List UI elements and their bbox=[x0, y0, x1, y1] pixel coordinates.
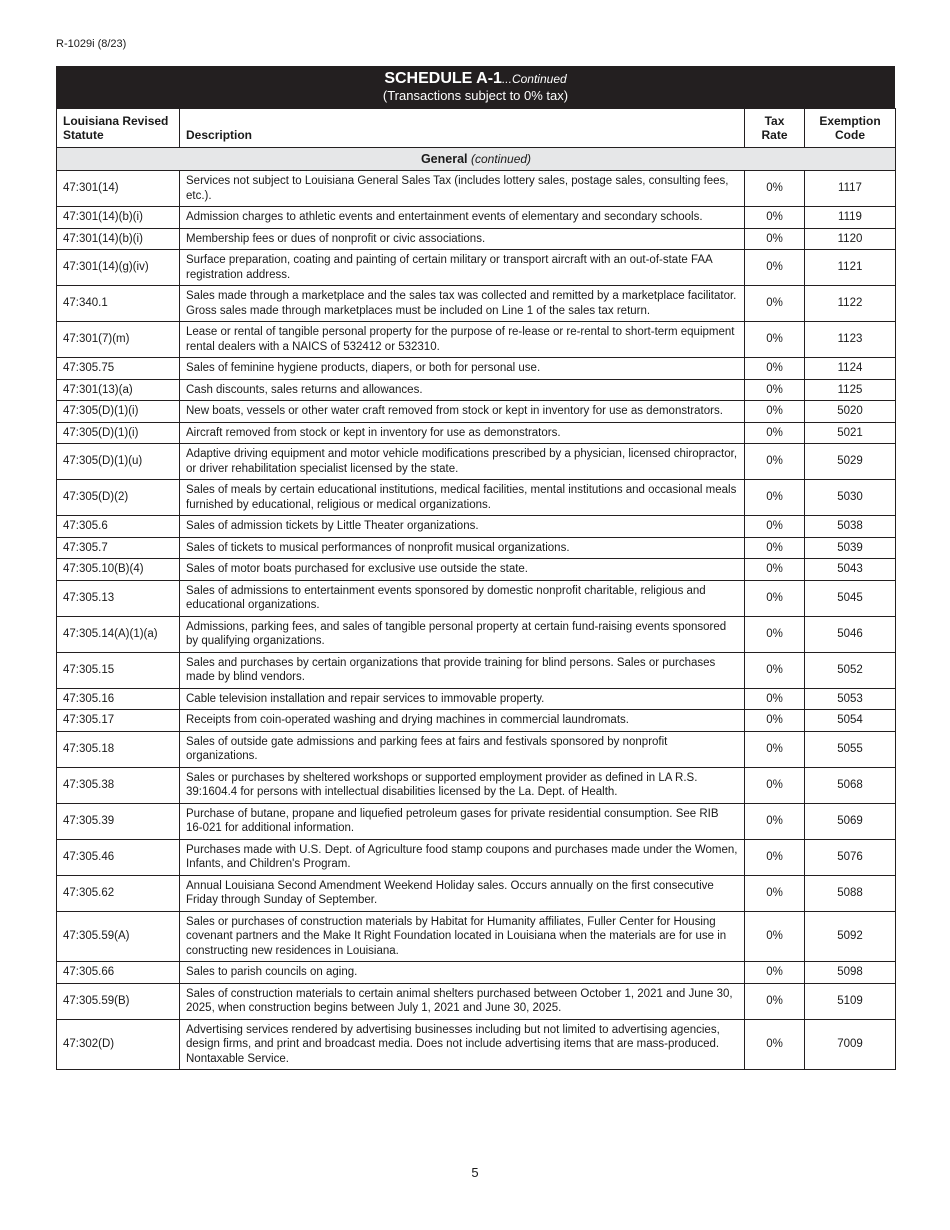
tax-rate-cell: 0% bbox=[745, 422, 805, 444]
exemption-code-cell: 5098 bbox=[805, 962, 896, 984]
table-row bbox=[57, 983, 896, 1019]
tax-rate-cell: 0% bbox=[745, 480, 805, 516]
statute-cell: 47:301(13)(a) bbox=[57, 379, 180, 401]
table-row bbox=[57, 731, 896, 767]
exemption-code-cell: 7009 bbox=[805, 1019, 896, 1070]
description-cell: Services not subject to Louisiana General Sales Tax (includes lottery sales, postage sales, consulting fees, etc.). bbox=[180, 171, 745, 207]
exemption-code-cell: 5068 bbox=[805, 767, 896, 803]
tax-rate-cell: 0% bbox=[745, 207, 805, 229]
tax-rate-cell: 0% bbox=[745, 1019, 805, 1070]
schedule-subtitle: (Transactions subject to 0% tax) bbox=[382, 88, 569, 103]
tax-rate-cell: 0% bbox=[745, 911, 805, 962]
description-cell: Sales of motor boats purchased for exclusive use outside the state. bbox=[180, 559, 745, 581]
exemption-code-cell: 5038 bbox=[805, 516, 896, 538]
description-cell: Sales made through a marketplace and the sales tax was collected and remitted by a marketplace facilitator. Gross sales made through marketplaces must be included on Line 1 of the sales tax return. bbox=[180, 286, 745, 322]
table-row bbox=[57, 379, 896, 401]
exemption-code-cell: 5076 bbox=[805, 839, 896, 875]
description-cell: Sales of admission tickets by Little Theater organizations. bbox=[180, 516, 745, 538]
exemption-code-cell: 5045 bbox=[805, 580, 896, 616]
statute-cell: 47:305.6 bbox=[57, 516, 180, 538]
tax-rate-cell: 0% bbox=[745, 710, 805, 732]
table-row bbox=[57, 580, 896, 616]
description-cell: Purchase of butane, propane and liquefied petroleum gases for private residential consumption. See RIB 16-021 for additional information. bbox=[180, 803, 745, 839]
tax-rate-cell: 0% bbox=[745, 322, 805, 358]
table-row bbox=[57, 652, 896, 688]
exemption-code-cell: 5039 bbox=[805, 537, 896, 559]
section-header bbox=[57, 148, 896, 171]
description-cell: Adaptive driving equipment and motor vehicle modifications prescribed by a physician, licensed chiropractor, or driver rehabilitation specialist licensed by the state. bbox=[180, 444, 745, 480]
exemption-code-cell: 1122 bbox=[805, 286, 896, 322]
description-cell: Cable television installation and repair services to immovable property. bbox=[180, 688, 745, 710]
exemption-code-cell: 5046 bbox=[805, 616, 896, 652]
col-header-description: Description bbox=[180, 109, 745, 148]
tax-rate-cell: 0% bbox=[745, 983, 805, 1019]
tax-rate-cell: 0% bbox=[745, 803, 805, 839]
tax-rate-cell: 0% bbox=[745, 250, 805, 286]
statute-cell: 47:305.75 bbox=[57, 358, 180, 380]
tax-rate-cell: 0% bbox=[745, 171, 805, 207]
tax-rate-cell: 0% bbox=[745, 616, 805, 652]
tax-rate-cell: 0% bbox=[745, 731, 805, 767]
schedule-continued: ...Continued bbox=[501, 72, 567, 86]
description-cell: New boats, vessels or other water craft removed from stock or kept in inventory for use as demonstrators. bbox=[180, 401, 745, 423]
col-header-exemption-code: Exemption Code bbox=[805, 109, 896, 148]
table-row bbox=[57, 228, 896, 250]
tax-rate-cell: 0% bbox=[745, 875, 805, 911]
description-cell: Sales of tickets to musical performances of nonprofit musical organizations. bbox=[180, 537, 745, 559]
exemption-code-cell: 5029 bbox=[805, 444, 896, 480]
table-row bbox=[57, 767, 896, 803]
schedule-title: SCHEDULE A-1 bbox=[384, 70, 502, 87]
section-continued: (continued) bbox=[471, 151, 532, 166]
statute-cell: 47:305.66 bbox=[57, 962, 180, 984]
description-cell: Sales of admissions to entertainment events sponsored by domestic nonprofit charitable, religious and educational organizations. bbox=[180, 580, 745, 616]
exemption-code-cell: 5069 bbox=[805, 803, 896, 839]
exemption-code-cell: 5109 bbox=[805, 983, 896, 1019]
statute-cell: 47:305.59(B) bbox=[57, 983, 180, 1019]
table-row bbox=[57, 322, 896, 358]
exemption-code-cell: 1119 bbox=[805, 207, 896, 229]
tax-rate-cell: 0% bbox=[745, 962, 805, 984]
exemption-code-cell: 5053 bbox=[805, 688, 896, 710]
description-cell: Admission charges to athletic events and entertainment events of elementary and secondary schools. bbox=[180, 207, 745, 229]
statute-cell: 47:301(7)(m) bbox=[57, 322, 180, 358]
exemption-code-cell: 5052 bbox=[805, 652, 896, 688]
description-cell: Sales and purchases by certain organizations that provide training for blind persons. Sales or purchases made by blind vendors. bbox=[180, 652, 745, 688]
statute-cell: 47:302(D) bbox=[57, 1019, 180, 1070]
tax-rate-cell: 0% bbox=[745, 767, 805, 803]
statute-cell: 47:305.10(B)(4) bbox=[57, 559, 180, 581]
description-cell: Sales or purchases by sheltered workshops or supported employment provider as defined in LA R.S. 39:1604.4 for persons with intellectual disabilities licensed by the La. Dept. of Health. bbox=[180, 767, 745, 803]
description-cell: Annual Louisiana Second Amendment Weekend Holiday sales. Occurs annually on the first consecutive Friday through Sunday of September. bbox=[180, 875, 745, 911]
exemption-table bbox=[56, 108, 896, 1070]
description-cell: Lease or rental of tangible personal property for the purpose of re-lease or re-rental to short-term equipment rental dealers with a NAICS of 532412 or 532310. bbox=[180, 322, 745, 358]
tax-rate-cell: 0% bbox=[745, 839, 805, 875]
table-row bbox=[57, 688, 896, 710]
statute-cell: 47:305.38 bbox=[57, 767, 180, 803]
description-cell: Receipts from coin-operated washing and drying machines in commercial laundromats. bbox=[180, 710, 745, 732]
table-row bbox=[57, 358, 896, 380]
exemption-code-cell: 1123 bbox=[805, 322, 896, 358]
statute-cell: 47:305.59(A) bbox=[57, 911, 180, 962]
exemption-code-cell: 5030 bbox=[805, 480, 896, 516]
header-row bbox=[57, 109, 896, 148]
tax-rate-cell: 0% bbox=[745, 580, 805, 616]
exemption-code-cell: 1117 bbox=[805, 171, 896, 207]
statute-cell: 47:305(D)(1)(i) bbox=[57, 401, 180, 423]
statute-cell: 47:305(D)(2) bbox=[57, 480, 180, 516]
tax-rate-cell: 0% bbox=[745, 401, 805, 423]
tax-rate-cell: 0% bbox=[745, 286, 805, 322]
description-cell: Sales or purchases of construction materials by Habitat for Humanity affiliates, Fuller Center for Housing covenant partners and the Make It Right Foundation located in Louisiana when the materials are for use in constructing new residences in Louisiana. bbox=[180, 911, 745, 962]
schedule-a1 bbox=[56, 66, 895, 1070]
table-row bbox=[57, 559, 896, 581]
statute-cell: 47:301(14)(g)(iv) bbox=[57, 250, 180, 286]
exemption-code-cell: 1125 bbox=[805, 379, 896, 401]
statute-cell: 47:340.1 bbox=[57, 286, 180, 322]
exemption-code-cell: 5020 bbox=[805, 401, 896, 423]
description-cell: Sales of outside gate admissions and parking fees at fairs and festivals sponsored by nonprofit organizations. bbox=[180, 731, 745, 767]
exemption-code-cell: 5054 bbox=[805, 710, 896, 732]
statute-cell: 47:305.7 bbox=[57, 537, 180, 559]
table-row bbox=[57, 207, 896, 229]
statute-cell: 47:305.46 bbox=[57, 839, 180, 875]
statute-cell: 47:305(D)(1)(u) bbox=[57, 444, 180, 480]
schedule-title-line bbox=[56, 70, 895, 88]
table-row bbox=[57, 516, 896, 538]
page-number: 5 bbox=[471, 1165, 479, 1180]
statute-cell: 47:305(D)(1)(i) bbox=[57, 422, 180, 444]
col-header-tax-rate: Tax Rate bbox=[745, 109, 805, 148]
statute-cell: 47:305.18 bbox=[57, 731, 180, 767]
tax-rate-cell: 0% bbox=[745, 559, 805, 581]
exemption-code-cell: 1121 bbox=[805, 250, 896, 286]
statute-cell: 47:305.62 bbox=[57, 875, 180, 911]
table-row bbox=[57, 537, 896, 559]
table-row bbox=[57, 616, 896, 652]
statute-cell: 47:301(14) bbox=[57, 171, 180, 207]
statute-cell: 47:301(14)(b)(i) bbox=[57, 228, 180, 250]
section-name: General bbox=[420, 151, 468, 166]
table-row bbox=[57, 911, 896, 962]
table-row bbox=[57, 480, 896, 516]
schedule-header bbox=[56, 66, 895, 108]
description-cell: Surface preparation, coating and painting of certain military or transport aircraft with an out-of-state FAA registration address. bbox=[180, 250, 745, 286]
description-cell: Admissions, parking fees, and sales of tangible personal property at certain fund-raising events sponsored by qualifying organizations. bbox=[180, 616, 745, 652]
statute-cell: 47:305.15 bbox=[57, 652, 180, 688]
tax-rate-cell: 0% bbox=[745, 516, 805, 538]
description-cell: Membership fees or dues of nonprofit or civic associations. bbox=[180, 228, 745, 250]
description-cell: Sales of meals by certain educational institutions, medical facilities, mental institutions and occasional meals furnished by educational, religious or medical organizations. bbox=[180, 480, 745, 516]
tax-rate-cell: 0% bbox=[745, 228, 805, 250]
description-cell: Sales of feminine hygiene products, diapers, or both for personal use. bbox=[180, 358, 745, 380]
statute-cell: 47:305.14(A)(1)(a) bbox=[57, 616, 180, 652]
statute-cell: 47:305.13 bbox=[57, 580, 180, 616]
description-cell: Purchases made with U.S. Dept. of Agriculture food stamp coupons and purchases made under the Women, Infants, and Children's Program. bbox=[180, 839, 745, 875]
description-cell: Sales of construction materials to certain animal shelters purchased between October 1, 2021 and June 30, 2025, when construction begins between July 1, 2021 and June 30, 2025. bbox=[180, 983, 745, 1019]
tax-rate-cell: 0% bbox=[745, 379, 805, 401]
exemption-code-cell: 5021 bbox=[805, 422, 896, 444]
statute-cell: 47:305.16 bbox=[57, 688, 180, 710]
table-body bbox=[57, 148, 896, 1070]
exemption-code-cell: 5043 bbox=[805, 559, 896, 581]
table-row bbox=[57, 422, 896, 444]
tax-rate-cell: 0% bbox=[745, 444, 805, 480]
description-cell: Sales to parish councils on aging. bbox=[180, 962, 745, 984]
exemption-code-cell: 1120 bbox=[805, 228, 896, 250]
statute-cell: 47:305.39 bbox=[57, 803, 180, 839]
table-row bbox=[57, 444, 896, 480]
table-row bbox=[57, 171, 896, 207]
col-header-statute: Louisiana Revised Statute bbox=[57, 109, 180, 148]
description-cell: Advertising services rendered by advertising businesses including but not limited to advertising agencies, design firms, and print and broadcast media. Does not include advertising items that are mass-produced. Nontaxable Service. bbox=[180, 1019, 745, 1070]
exemption-code-cell: 5088 bbox=[805, 875, 896, 911]
statute-cell: 47:301(14)(b)(i) bbox=[57, 207, 180, 229]
table-row bbox=[57, 286, 896, 322]
table-row bbox=[57, 401, 896, 423]
description-cell: Cash discounts, sales returns and allowances. bbox=[180, 379, 745, 401]
exemption-code-cell: 5092 bbox=[805, 911, 896, 962]
form-id: R-1029i (8/23) bbox=[56, 38, 127, 50]
statute-cell: 47:305.17 bbox=[57, 710, 180, 732]
section-header-row bbox=[57, 148, 896, 171]
table-row bbox=[57, 1019, 896, 1070]
tax-rate-cell: 0% bbox=[745, 688, 805, 710]
exemption-code-cell: 1124 bbox=[805, 358, 896, 380]
table-row bbox=[57, 875, 896, 911]
tax-rate-cell: 0% bbox=[745, 652, 805, 688]
table-row bbox=[57, 710, 896, 732]
table-row bbox=[57, 962, 896, 984]
table-row bbox=[57, 803, 896, 839]
exemption-code-cell: 5055 bbox=[805, 731, 896, 767]
description-cell: Aircraft removed from stock or kept in inventory for use as demonstrators. bbox=[180, 422, 745, 444]
tax-rate-cell: 0% bbox=[745, 358, 805, 380]
table-row bbox=[57, 839, 896, 875]
table-row bbox=[57, 250, 896, 286]
tax-rate-cell: 0% bbox=[745, 537, 805, 559]
